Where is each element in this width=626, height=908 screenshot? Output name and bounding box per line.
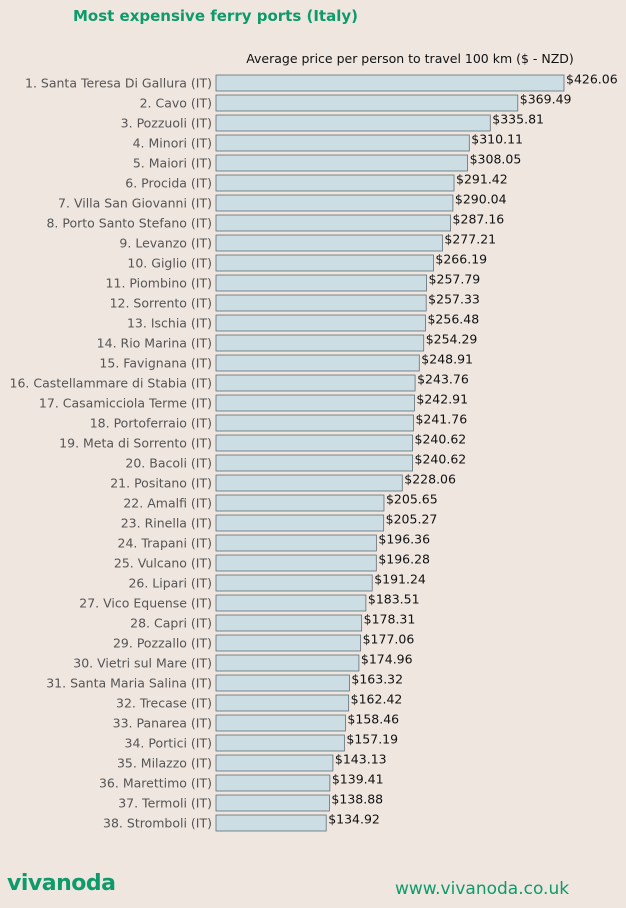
website-link[interactable]: www.vivanoda.co.uk	[395, 879, 570, 899]
bar	[216, 495, 384, 511]
category-label: 24. Trapani (IT)	[117, 535, 212, 551]
bar	[216, 395, 414, 411]
category-label: 34. Portici (IT)	[124, 735, 212, 751]
category-label: 31. Santa Maria Salina (IT)	[46, 675, 212, 691]
value-label: $257.79	[428, 271, 481, 287]
bar	[216, 535, 376, 551]
category-label: 6. Procida (IT)	[125, 175, 212, 191]
category-label: 25. Vulcano (IT)	[113, 555, 212, 571]
bar	[216, 575, 372, 591]
value-label: $277.21	[444, 231, 497, 247]
category-label: 17. Casamicciola Terme (IT)	[38, 395, 212, 411]
value-label: $157.19	[346, 731, 399, 747]
category-label: 27. Vico Equense (IT)	[79, 595, 212, 611]
category-label: 10. Giglio (IT)	[127, 255, 212, 271]
bar	[216, 435, 413, 451]
value-label: $266.19	[435, 251, 488, 267]
category-label: 22. Amalfi (IT)	[123, 495, 212, 511]
value-label: $287.16	[452, 211, 505, 227]
bar	[216, 715, 345, 731]
bar	[216, 75, 564, 91]
value-label: $241.76	[415, 411, 468, 427]
value-label: $228.06	[404, 471, 456, 487]
category-label: 37. Termoli (IT)	[118, 795, 212, 811]
value-label: $205.27	[385, 511, 438, 527]
category-label: 14. Rio Marina (IT)	[96, 335, 212, 351]
value-label: $139.41	[331, 771, 384, 787]
category-label: 32. Trecase (IT)	[116, 695, 212, 711]
category-label: 9. Levanzo (IT)	[119, 235, 212, 251]
bar	[216, 175, 454, 191]
value-label: $163.32	[351, 671, 404, 687]
bar	[216, 215, 451, 231]
chart-title: Most expensive ferry ports (Italy)	[73, 7, 358, 25]
category-label: 7. Villa San Giovanni (IT)	[58, 195, 212, 211]
bar	[216, 515, 384, 531]
value-label: $242.91	[416, 391, 469, 407]
category-label: 2. Cavo (IT)	[139, 95, 212, 111]
bar	[216, 475, 402, 491]
value-label: $196.28	[378, 551, 431, 567]
bar	[216, 555, 376, 571]
category-label: 3. Pozzuoli (IT)	[120, 115, 212, 131]
value-label: $240.62	[414, 431, 467, 447]
bar	[216, 155, 468, 171]
bar	[216, 755, 333, 771]
bar	[216, 615, 362, 631]
category-label: 13. Ischia (IT)	[126, 315, 212, 331]
bar	[216, 795, 329, 811]
category-label: 26. Lipari (IT)	[128, 575, 212, 591]
value-label: $369.49	[519, 91, 572, 107]
value-label: $158.46	[347, 711, 400, 727]
value-label: $254.29	[425, 331, 478, 347]
value-label: $335.81	[492, 111, 544, 127]
category-label: 36. Marettimo (IT)	[98, 775, 212, 791]
bar	[216, 695, 349, 711]
bar	[216, 655, 359, 671]
category-label: 11. Piombino (IT)	[105, 275, 212, 291]
value-label: $196.36	[378, 531, 431, 547]
value-label: $310.11	[471, 131, 523, 147]
category-label: 28. Capri (IT)	[130, 615, 212, 631]
category-label: 30. Vietri sul Mare (IT)	[73, 655, 212, 671]
value-label: $256.48	[427, 311, 480, 327]
category-label: 38. Stromboli (IT)	[103, 815, 212, 831]
value-label: $240.62	[414, 451, 467, 467]
bar	[216, 415, 413, 431]
value-label: $134.92	[328, 811, 380, 827]
value-label: $177.06	[362, 631, 415, 647]
bar	[216, 455, 413, 471]
bar	[216, 315, 425, 331]
vivanoda-logo[interactable]: vivanoda	[7, 871, 116, 896]
category-label: 21. Positano (IT)	[110, 475, 212, 491]
bar	[216, 355, 419, 371]
category-label: 29. Pozzallo (IT)	[112, 635, 212, 651]
category-label: 12. Sorrento (IT)	[109, 295, 212, 311]
value-label: $143.13	[334, 751, 387, 767]
value-label: $290.04	[454, 191, 507, 207]
bar	[216, 775, 330, 791]
bar	[216, 295, 426, 311]
value-label: $257.33	[428, 291, 480, 307]
category-label: 35. Milazzo (IT)	[116, 755, 212, 771]
bar	[216, 275, 427, 291]
bar	[216, 195, 453, 211]
bar	[216, 335, 424, 351]
bar	[216, 235, 442, 251]
value-label: $291.42	[456, 171, 508, 187]
category-label: 15. Favignana (IT)	[99, 355, 212, 371]
value-label: $248.91	[421, 351, 474, 367]
category-label: 23. Rinella (IT)	[120, 515, 212, 531]
value-label: $205.65	[385, 491, 438, 507]
bar	[216, 95, 518, 111]
category-label: 18. Portoferraio (IT)	[89, 415, 212, 431]
value-label: $243.76	[417, 371, 469, 387]
category-label: 20. Bacoli (IT)	[125, 455, 212, 471]
category-label: 1. Santa Teresa Di Gallura (IT)	[25, 75, 212, 91]
bar	[216, 115, 490, 131]
bar	[216, 375, 415, 391]
value-label: $426.06	[566, 71, 618, 87]
bar	[216, 255, 433, 271]
value-label: $308.05	[469, 151, 522, 167]
bar	[216, 595, 366, 611]
category-label: 4. Minori (IT)	[132, 135, 212, 151]
category-label: 33. Panarea (IT)	[112, 715, 212, 731]
chart-subtitle: Average price per person to travel 100 km ($ - NZD)	[246, 51, 574, 66]
bar	[216, 815, 326, 831]
value-label: $183.51	[367, 591, 420, 607]
value-label: $191.24	[374, 571, 426, 587]
bar	[216, 135, 469, 151]
bar	[216, 675, 349, 691]
value-label: $174.96	[360, 651, 413, 667]
category-label: 8. Porto Santo Stefano (IT)	[46, 215, 212, 231]
bar	[216, 635, 361, 651]
category-label: 19. Meta di Sorrento (IT)	[59, 435, 212, 451]
value-label: $178.31	[363, 611, 416, 627]
category-label: 5. Maiori (IT)	[132, 155, 212, 171]
value-label: $162.42	[350, 691, 403, 707]
value-label: $138.88	[331, 791, 384, 807]
bar	[216, 735, 344, 751]
category-label: 16. Castellammare di Stabia (IT)	[9, 375, 212, 391]
